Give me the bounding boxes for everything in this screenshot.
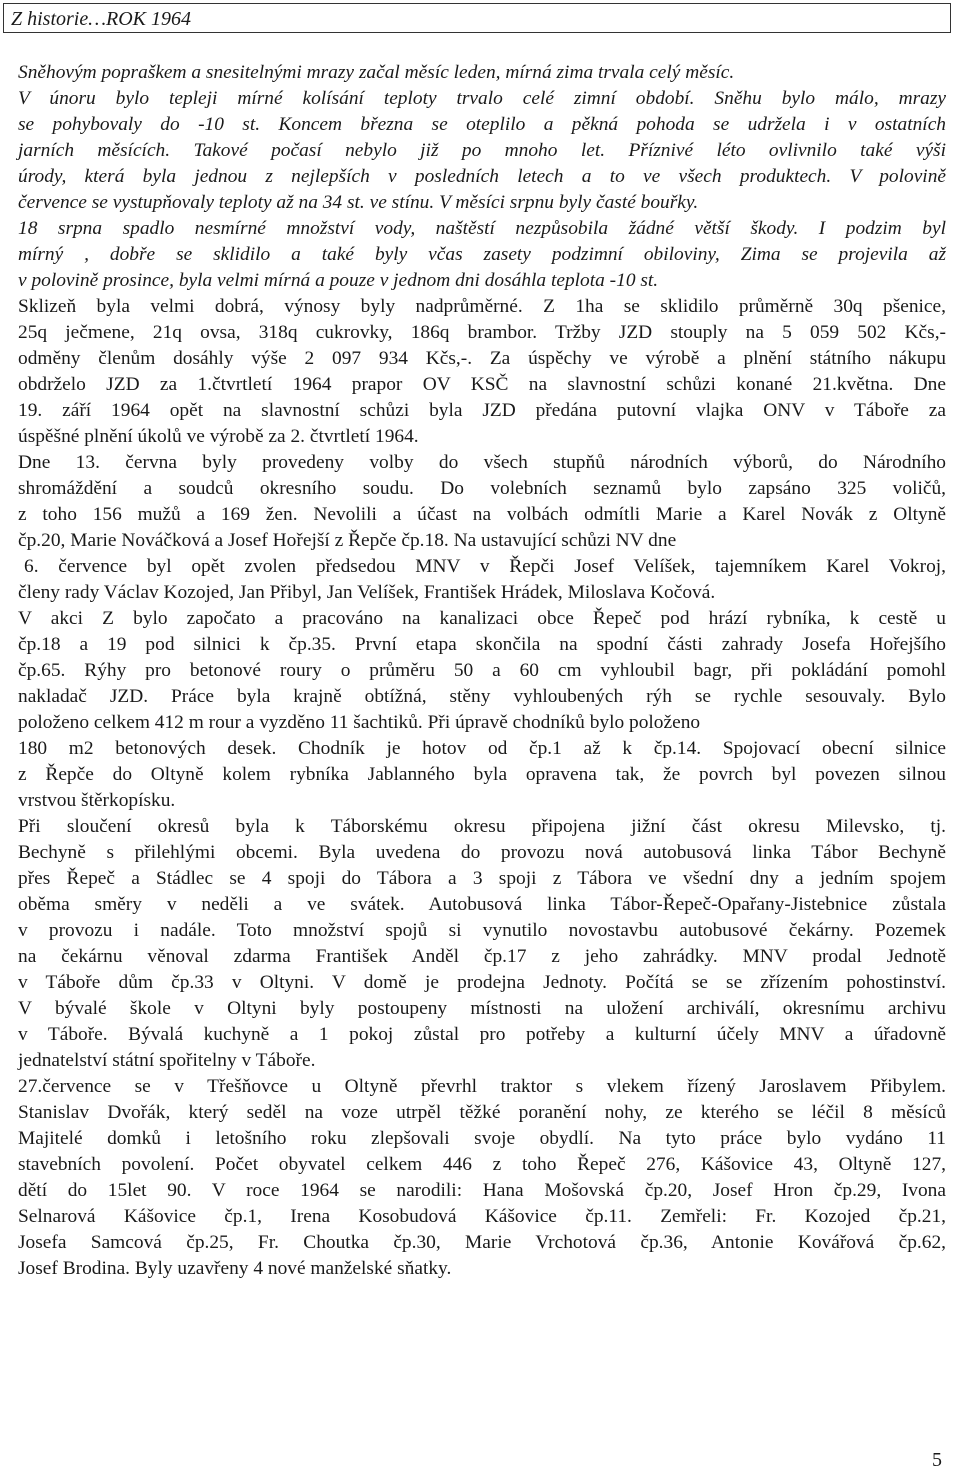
text-line: Dne 13. června byly provedeny volby do všech stupňů národních výborů, do Národního [18,452,946,473]
text-line: Sněhovým popraškem a snesitelnými mrazy začal měsíc leden, mírná zima trvala celý měsíc. [18,62,735,83]
text-line: července se vystupňovaly teploty až na 34 st. ve stínu. V měsíci srpnu byly časté bouřky. [18,192,699,213]
text-line: Majitelé domků i letošního roku zlepšovali svoje obydlí. Na tyto práce bylo vydáno 11 [18,1128,946,1149]
text-line: nakladač JZD. Práce byla krajně obtížná, stěny vyhloubených rýh se rychle sesouvaly. Bylo [18,686,946,707]
text-line: shromáždění a soudců okresního soudu. Do volebních seznamů bylo zapsáno 325 voličů, [18,478,946,499]
text-line: v Táboře. Bývalá kuchyně a 1 pokoj zůstal pro potřeby a kulturní účely MNV a úřadovně [18,1024,946,1045]
header-title: Z historie…ROK 1964 [11,8,192,30]
text-line: položeno celkem 412 m rour a vyzděno 11 šachtiků. Při úpravě chodníků bylo položeno [18,712,701,733]
text-line: V bývalé škole v Oltyni byly postoupeny místnosti na uložení archiválí, okresnímu archivu [18,998,946,1019]
document-body [18,60,946,1282]
page-header [3,3,951,33]
text-line: jednatelství státní spořitelny v Táboře. [18,1050,316,1071]
text-line: mírný , dobře se sklidilo a také byly včas zasety podzimní obiloviny, Zima se projevila až [18,244,946,265]
text-line: Stanislav Dvořák, který seděl na voze utrpěl těžké poranění nohy, ze kterého se léčil 8 měsíců [18,1102,946,1123]
text-line: v Táboře dům čp.33 v Oltyni. V domě je prodejna Jednoty. Počítá se se zřízením pohostinství. [18,972,946,993]
text-line: přes Řepeč a Stádlec se 4 spoji do Tábora a 3 spoji z Tábora ve všední dny a jedním spojem [18,868,946,889]
text-line: se pohybovaly do -10 st. Koncem března se oteplilo a pěkná pohoda se udržela i v ostatních [18,114,946,135]
text-line: 27.července se v Třešňovce u Oltyně převrhl traktor s vlekem řízený Jaroslavem Přibylem. [18,1076,946,1097]
text-line: V akci Z bylo započato a pracováno na kanalizaci obce Řepeč pod hrází rybníka, k cestě u [18,608,946,629]
text-line: Josefa Samcová čp.25, Fr. Choutka čp.30, Marie Vrchotová čp.36, Antonie Kovářová čp.62, [18,1232,946,1253]
text-line: jarních měsících. Takové počasí nebylo již po mnoho let. Příznivé léto ovlivnilo také výši [18,140,946,161]
page-number: 5 [932,1449,942,1471]
text-line: Bechyně s přilehlými obcemi. Byla uvedena do provozu nová autobusová linka Tábor Bechyně [18,842,946,863]
text-line: Sklizeň byla velmi dobrá, výnosy byly nadprůměrné. Z 1ha se sklidilo průměrně 30q pšenice, [18,296,946,317]
text-line: úspěšné plnění úkolů ve výrobě za 2. čtvrtletí 1964. [18,426,419,447]
text-line: členy rady Václav Kozojed, Jan Přibyl, Jan Velíšek, František Hrádek, Miloslava Kočová. [18,582,716,603]
text-line: 25q ječmene, 21q ovsa, 318q cukrovky, 186q brambor. Tržby JZD stouply na 5 059 502 Kčs,- [18,322,946,343]
text-line: z toho 156 mužů a 169 žen. Nevolili a účast na volbách odmítli Marie a Karel Novák z Oltyně [18,504,946,525]
text-line: v polovině prosince, byla velmi mírná a pouze v jednom dni dosáhla teplota -10 st. [18,270,659,291]
text-line: stavebních povolení. Počet obyvatel celkem 446 z toho Řepeč 276, Kášovice 43, Oltyně 127, [18,1154,946,1175]
text-line: úrody, která byla jednou z nejlepších v posledních letech a to ve všech produktech. V polovině [18,166,946,187]
text-line: obdrželo JZD za 1.čtvrtletí 1964 prapor OV KSČ na slavnostní schůzi konané 21.května. Dne [18,374,946,395]
text-line: V únoru bylo tepleji mírné kolísání teploty trvalo celé zimní období. Sněhu bylo málo, mrazy [18,88,946,109]
text-line: čp.20, Marie Nováčková a Josef Hořejší z Řepče čp.18. Na ustavující schůzi NV dne [18,530,677,551]
text-line: 180 m2 betonových desek. Chodník je hotov od čp.1 až k čp.14. Spojovací obecní silnice [18,738,946,759]
text-line: 18 srpna spadlo nesmírné množství vody, naštěstí nezpůsobila žádné větší škody. I podzim byl [18,218,946,239]
text-line: vrstvou štěrkopísku. [18,790,176,811]
text-line: 6. července byl opět zvolen předsedou MNV v Řepči Josef Velíšek, tajemníkem Karel Vokroj, [24,556,946,577]
text-line: z Řepče do Oltyně kolem rybníka Jablanného byla opravena tak, že povrch byl povezen silnou [18,764,946,785]
text-line: odměny členům dosáhly výše 2 097 934 Kčs,-. Za úspěchy ve výrobě a plnění státního nákupu [18,348,946,369]
text-line: 19. září 1964 opět na slavnostní schůzi byla JZD předána putovní vlajka ONV v Táboře za [18,400,946,421]
text-line: oběma směry v neděli a ve svátek. Autobusová linka Tábor-Řepeč-Opařany-Jistebnice zůstala [18,894,946,915]
text-line: Selnarová Kášovice čp.1, Irena Kosobudová Kášovice čp.11. Zemřeli: Fr. Kozojed čp.21, [18,1206,946,1227]
text-line: Josef Brodina. Byly uzavřeny 4 nové manželské sňatky. [18,1258,452,1279]
text-line: na čekárnu věnoval zdarma František Anděl čp.17 z jeho zahrádky. MNV prodal Jednotě [18,946,946,967]
text-line: Při sloučení okresů byla k Táborskému okresu připojena jižní část okresu Milevsko, tj. [18,816,946,837]
text-line: čp.18 a 19 pod silnici k čp.35. První etapa skončila na spodní části zahrady Josefa Hořejšího [18,634,946,655]
text-line: v provozu i nadále. Toto množství spojů si vynutilo novostavbu autobusové čekárny. Pozemek [18,920,946,941]
text-line: dětí do 15let 90. V roce 1964 se narodili: Hana Mošovská čp.20, Josef Hron čp.29, Ivona [18,1180,946,1201]
text-line: čp.65. Rýhy pro betonové roury o průměru 50 a 60 cm vyhloubil bagr, při pokládání pomohl [18,660,946,681]
